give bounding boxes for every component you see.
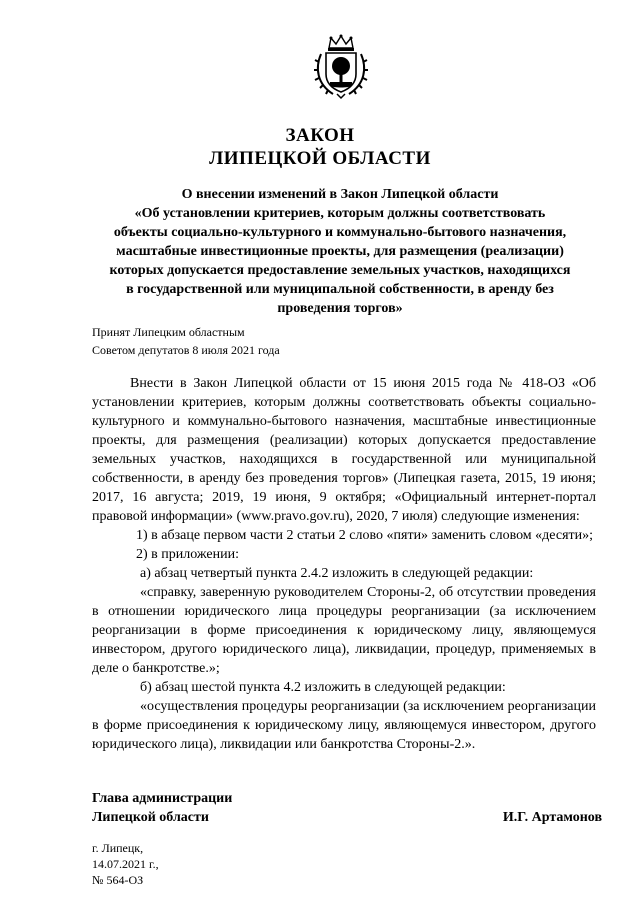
footer-date: 14.07.2021 г., bbox=[92, 857, 159, 871]
amendment-item-1: 1) в абзаце первом части 2 статьи 2 слово «пяти» заменить словом «десяти»; bbox=[136, 528, 594, 543]
amendment-item-2: 2) в приложении: bbox=[136, 547, 239, 562]
footer-number: № 564-ОЗ bbox=[92, 873, 144, 887]
document-footer bbox=[92, 840, 159, 888]
signature-block bbox=[92, 789, 602, 827]
subject-line: проведения торгов» bbox=[277, 301, 403, 316]
subject-line: «Об установлении критериев, которым должны соответствовать bbox=[134, 206, 546, 221]
adoption-date: Советом депутатов 8 июля 2021 года bbox=[92, 343, 280, 357]
law-subject bbox=[70, 185, 610, 318]
quote-a: «справку, заверенную руководителем Стороны-2, об отсутствии проведения в отношении юридического лица процедуры реорганизации (за исключением реорганизации в форме присоединения к юридическому лицу, являющемуся инвестором, другого юридического лица), ликвидации, процедур, применяемых в деле о банкротстве.»; bbox=[92, 585, 596, 676]
signer-position: Глава администрации bbox=[92, 791, 233, 806]
subitem-b: б) абзац шестой пункта 4.2 изложить в следующей редакции: bbox=[140, 680, 506, 695]
adoption-line: Принят Липецким областным bbox=[92, 325, 245, 339]
signer-name: И.Г. Артамонов bbox=[502, 810, 602, 825]
subject-line: О внесении изменений в Закон Липецкой области bbox=[181, 187, 499, 202]
coat-of-arms-emblem bbox=[313, 34, 369, 100]
subject-line: масштабные инвестиционные проекты, для размещения (реализации) bbox=[116, 244, 564, 259]
law-title: ЗАКОН bbox=[285, 125, 355, 146]
footer-city: г. Липецк, bbox=[92, 841, 144, 855]
subject-line: объекты социально-культурного и коммунально-бытового назначения, bbox=[113, 225, 567, 240]
quote-b: «осуществления процедуры реорганизации (за исключением реорганизации в форме присоединения к юридическому лицу, являющемуся инвестором, другого юридического лица), ликвидации или банкротства Стороны-2.». bbox=[92, 699, 596, 752]
subitem-a: а) абзац четвертый пункта 2.4.2 изложить в следующей редакции: bbox=[140, 566, 534, 581]
subject-line: которых допускается предоставление земельных участков, находящихся bbox=[109, 263, 571, 278]
signer-region: Липецкой области bbox=[92, 810, 209, 825]
intro-paragraph: Внести в Закон Липецкой области от 15 июня 2015 года № 418-ОЗ «Об установлении критериев, которым должны соответствовать объекты социально-культурного и коммунально-бытового назначения, масштабные инвестиционные проекты, для размещения (реализации) которых допускается предоставление земельных участков, находящихся в государственной или муниципальной собственности, в аренду без проведения торгов» (Липецкая газета, 2015, 19 июня; 2017, 16 августа; 2019, 19 июня, 9 октября; «Официальный интернет-портал правовой информации» (www.pravo.gov.ru), 2020, 7 июля) следующие изменения: bbox=[92, 376, 596, 524]
adoption-note bbox=[92, 323, 280, 359]
law-body bbox=[92, 374, 596, 754]
region-title: ЛИПЕЦКОЙ ОБЛАСТИ bbox=[209, 148, 431, 169]
subject-line: в государственной или муниципальной собственности, в аренду без bbox=[126, 282, 554, 297]
